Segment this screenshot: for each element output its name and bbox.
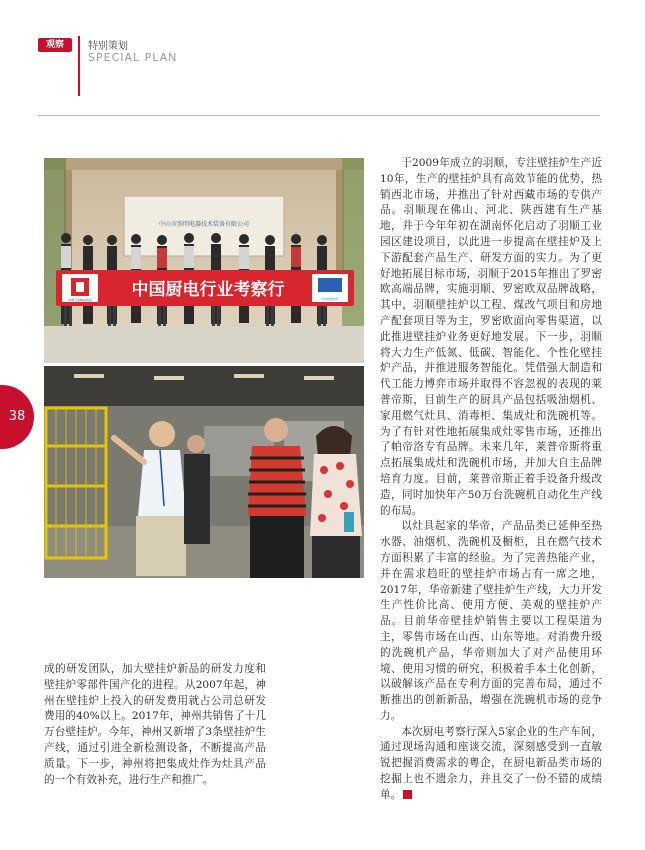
factory-visit-illustration — [44, 366, 364, 578]
article-right-column — [380, 156, 602, 804]
paragraph-vatti: 以灶具起家的华帝，产品品类已延伸至热水器、油烟机、洗碗机及橱柜，且在燃气技术方面积累了丰富的经验。为了完善热能产业，并在需求趋旺的壁挂炉市场占有一席之地，2017年，华帝新建了壁挂炉生产线，大力开发生产性价比高、使用方便、美观的壁挂炉产品。目前华帝壁挂炉销售主要以工程渠道为主，零售市场在山西、山东等地。对消费升级的洗碗机产品，华帝则加大了对产品使用环境、使用习惯的研究，积极着手本土化创新，以破解该产品在专利方面的完善布局，通过不断推出的创新新品，增强在洗碗机市场的竞争力。 — [380, 520, 602, 722]
banner-right-logo-caption: 中华厨电时代 — [320, 297, 340, 301]
header-rule — [38, 115, 600, 116]
paragraph-yushun-lepdis: 于2009年成立的羽顺，专注壁挂炉生产近10年，生产的壁挂炉具有高效节能的优势，热销西北市场，并推出了针对西藏市场的专供产品。羽顺现在佛山、河北、陕西建有生产基地，并于今年年初在湖南怀化启动了羽顺工业园区建设项目，以此进一步提高在壁挂炉及上下游配套产品生产、研发方面的实力。为了更好地拓展目标市场，羽顺于2015年推出了罗密欧高端品牌，实施羽顺、罗密欧双品牌战略，其中，羽顺壁挂炉以工程、煤改气项目和房地产配套项目等为主，罗密欧面向零售渠道，以此推进壁挂炉业务更好地发展。下一步，羽顺将大力生产低氮、低碳、智能化、个性化壁挂炉产品，并推进服务智能化。凭借强大制造和代工能力博弈市场并取得不容忽视的表现的莱普帝斯，目前生产的厨具产品包括吸油烟机、家用燃气灶具、消毒柜、集成灶和洗碗机等。为了有针对性地拓展集成灶零售市场，还推出了帕帝洛专有品牌。未来几年，莱普帝斯将重点拓展集成灶和洗碗机市场，并加大自主品牌培育力度。目前，莱普帝斯正着手设备升级改造，同时加快年产50万台洗碗机自动化生产线的布局。 — [380, 157, 602, 517]
group-photo-illustration — [44, 158, 364, 363]
column-title-en: SPECIAL PLAN — [88, 51, 178, 64]
group-photo — [44, 158, 364, 363]
end-mark-icon — [403, 790, 412, 799]
article-left-column — [44, 662, 266, 788]
factory-visit-photo — [44, 366, 364, 578]
banner-text: 中国厨电行业考察行 — [131, 280, 285, 300]
column-title-cn: 特别策划 — [88, 41, 128, 52]
section-badge: 观察 — [38, 38, 72, 52]
building-sign: 中山市照明电器技术装备有限公司 — [158, 221, 250, 228]
paragraph-shenzhou: 成的研发团队，加大壁挂炉新品的研发力度和壁挂炉零部件国产化的进程。从2007年起，神州在壁挂炉上投入的研发费用就占公司总研发费用的40%以上。2017年，神州共销售了十几万台壁挂炉。今年，神州又新增了3条壁挂炉生产线，通过引进全新检测设备，不断提高产品质量。下一步，神州将把集成灶作为灶具产品的一个有效补充，进行生产和推广。 — [44, 663, 266, 786]
page-header — [0, 0, 645, 120]
paragraph-conclusion — [380, 725, 602, 804]
banner-left-logo-caption: 中国五金制品协会 — [67, 298, 93, 302]
conclusion-text: 本次厨电考察行深入5家企业的生产车间，通过现场沟通和座谈交流，深刻感受到一直敏锐把握消费需求的粤企，在厨电新品类市场的挖掘上也不遗余力，并且交了一份不错的成绩单。 — [380, 725, 602, 801]
page-number: 38 — [0, 385, 34, 449]
header-divider — [78, 36, 80, 96]
